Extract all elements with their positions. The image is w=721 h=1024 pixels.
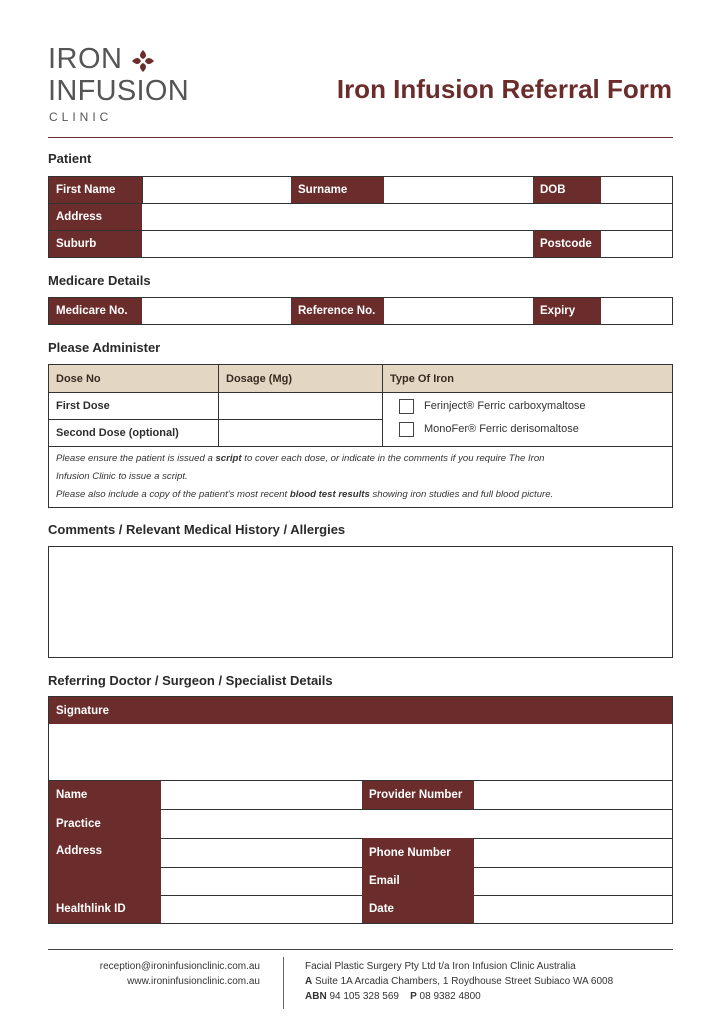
logo-text-iron: IRON [48, 43, 123, 75]
ferinject-brand: Ferinject® [424, 400, 475, 412]
footer-email-link[interactable]: reception@ironinfusionclinic.com.au [99, 961, 260, 972]
signature-field[interactable] [49, 724, 672, 780]
name-field[interactable] [161, 781, 362, 809]
first-name-label: First Name [49, 177, 142, 203]
col-type-of-iron: Type Of Iron [390, 373, 454, 385]
healthlink-id-label: Healthlink ID [49, 895, 161, 923]
postcode-label: Postcode [533, 231, 601, 257]
practice-field[interactable] [161, 810, 672, 838]
footer-vertical-divider [283, 957, 284, 1009]
col-dosage: Dosage (Mg) [226, 373, 292, 385]
footer-company-info [305, 959, 613, 1004]
ferinject-option-label [424, 400, 586, 412]
patient-grid [48, 176, 673, 258]
footer-divider [48, 949, 673, 950]
provider-number-field[interactable] [474, 781, 672, 809]
signature-label: Signature [49, 697, 672, 724]
footer-website-link[interactable]: www.ironinfusionclinic.com.au [127, 976, 260, 987]
name-label: Name [49, 781, 161, 809]
address-field[interactable] [142, 204, 672, 230]
healthlink-id-field[interactable] [161, 896, 362, 923]
doctor-address-label: Address [56, 845, 103, 857]
reference-number-field[interactable] [384, 298, 533, 324]
date-label: Date [362, 895, 474, 923]
patient-heading: Patient [48, 151, 92, 166]
date-field[interactable] [474, 896, 672, 923]
doctor-address-field-2[interactable] [161, 868, 362, 895]
second-dose-dosage-field[interactable] [219, 420, 382, 446]
first-dose-dosage-field[interactable] [219, 393, 382, 419]
medicare-number-field[interactable] [142, 298, 291, 324]
ferinject-name: Ferric carboxymaltose [477, 400, 586, 412]
suburb-label: Suburb [49, 231, 142, 257]
comments-field[interactable] [48, 546, 673, 658]
logo-text-infusion: INFUSION [48, 75, 189, 107]
script-note: Please ensure the patient is issued a script to cover each dose, or indicate in the comments if you require The Iron [56, 453, 545, 464]
provider-number-label: Provider Number [362, 781, 474, 809]
logo [48, 44, 208, 126]
footer-abn-phone-line: ABN 94 105 328 569 P 08 9382 4800 [305, 991, 481, 1002]
logo-cross-icon [130, 48, 156, 74]
doctor-address-field-1[interactable] [161, 839, 362, 867]
email-label: Email [362, 867, 474, 895]
email-field[interactable] [474, 868, 672, 895]
medicare-heading: Medicare Details [48, 273, 151, 288]
first-dose-label: First Dose [56, 400, 110, 412]
script-note-continued: Infusion Clinic to issue a script. [56, 471, 188, 482]
medicare-number-label: Medicare No. [49, 298, 142, 324]
administer-note [56, 450, 668, 504]
expiry-label: Expiry [533, 298, 601, 324]
phone-number-label: Phone Number [362, 838, 474, 867]
footer-company: Facial Plastic Surgery Pty Ltd t/a Iron Infusion Clinic Australia [305, 961, 576, 972]
suburb-field[interactable] [142, 231, 533, 257]
doctor-heading: Referring Doctor / Surgeon / Specialist Details [48, 673, 333, 688]
form-title: Iron Infusion Referral Form [336, 74, 672, 104]
first-name-field[interactable] [142, 177, 291, 203]
surname-field[interactable] [384, 177, 533, 203]
surname-label: Surname [291, 177, 384, 203]
practice-label: Practice [49, 809, 161, 838]
administer-heading: Please Administer [48, 340, 161, 355]
reference-number-label: Reference No. [291, 298, 384, 324]
monofer-brand: MonoFer® [424, 423, 477, 435]
expiry-field[interactable] [601, 298, 672, 324]
col-dose-no: Dose No [56, 373, 101, 385]
footer-contact [100, 959, 260, 989]
monofer-option-label [424, 423, 579, 435]
medicare-grid [48, 297, 673, 325]
dob-label: DOB [533, 177, 601, 203]
administer-table [48, 364, 673, 508]
footer-address-line: A Suite 1A Arcadia Chambers, 1 Roydhouse Street Subiaco WA 6008 [305, 976, 614, 987]
second-dose-label: Second Dose (optional) [56, 427, 179, 439]
phone-number-field[interactable] [474, 839, 672, 867]
comments-heading: Comments / Relevant Medical History / Allergies [48, 522, 346, 537]
header-divider [48, 137, 673, 138]
ferinject-checkbox[interactable] [399, 399, 414, 414]
doctor-grid [48, 696, 673, 924]
blood-test-note: Please also include a copy of the patient's most recent blood test results showing iron studies and full blood picture. [56, 489, 554, 500]
monofer-checkbox[interactable] [399, 422, 414, 437]
dob-field[interactable] [601, 177, 672, 203]
address-label: Address [49, 204, 142, 230]
postcode-field[interactable] [601, 231, 672, 257]
monofer-name: Ferric derisomaltose [479, 423, 579, 435]
logo-text-clinic: CLINIC [49, 110, 113, 124]
